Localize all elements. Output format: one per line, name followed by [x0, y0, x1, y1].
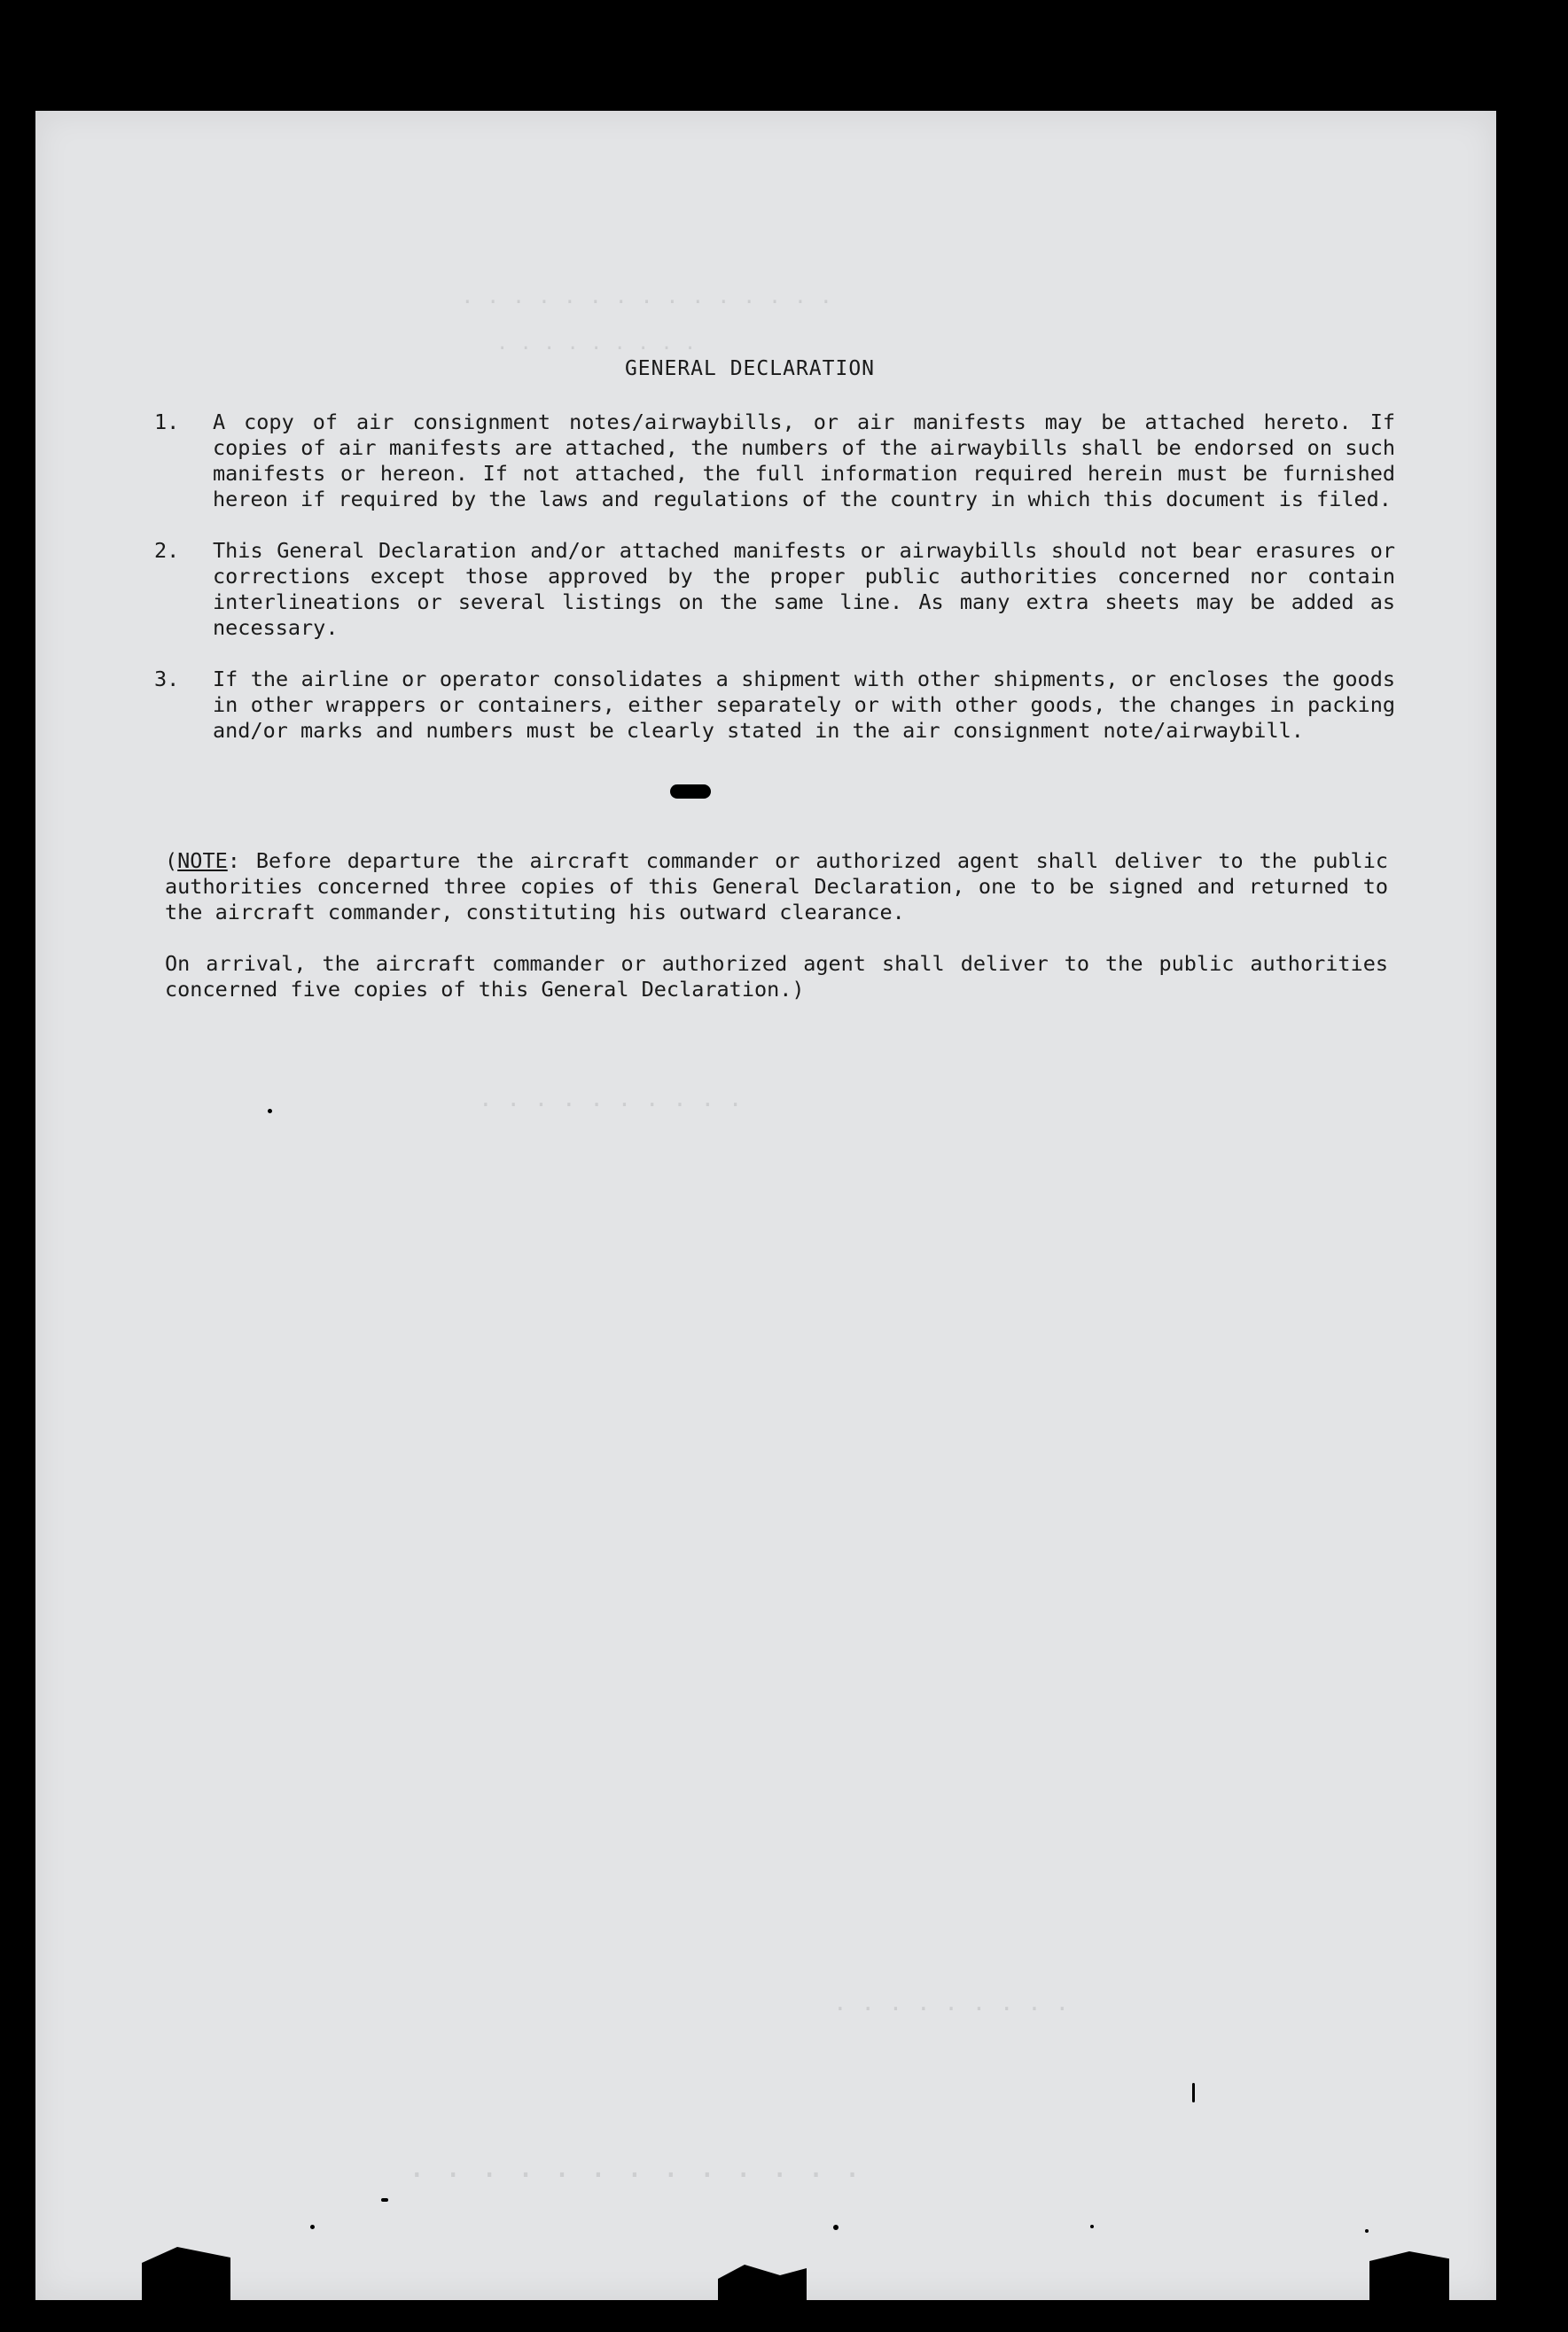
note-label: NOTE — [177, 848, 228, 873]
note-block — [165, 848, 1388, 1028]
note-paragraph — [165, 848, 1388, 925]
ink-speck — [833, 2225, 839, 2230]
note-text: : Before departure the aircraft commander or authorized agent shall deliver to the public authorities concerned three copies of this General Declaration, one to be signed and returned to the aircraft commander, constituting his outward clearance. — [165, 848, 1388, 924]
bleed-through-text: . . . . . . . . . — [496, 332, 697, 355]
item-text: If the airline or operator consolidates a shipment with other shipments, or encloses the goods in other wrappers or containers, either separately or with other goods, the changes in packing and/or marks and numbers must be clearly stated in the air consignment note/airwaybill. — [213, 667, 1395, 743]
list-item — [154, 538, 1395, 641]
ink-speck — [1192, 2083, 1195, 2102]
list-item — [154, 667, 1395, 744]
bleed-through-text: . . . . . . . . . — [833, 1990, 1070, 2016]
bleed-through-text: . . . . . . . . . . . . . . . — [461, 284, 833, 308]
item-number: 3. — [154, 667, 180, 691]
note-paragraph: On arrival, the aircraft commander or authorized agent shall deliver to the public authorities concerned five copies of this General Declaration.) — [165, 951, 1388, 1002]
bleed-through-text: . . . . . . . . . . . . . — [408, 2149, 862, 2185]
ink-speck — [310, 2225, 315, 2229]
declaration-content — [35, 111, 1496, 2300]
item-number: 1. — [154, 409, 180, 434]
item-text: A copy of air consignment notes/airwaybills, or air manifests may be attached hereto. If copies of air manifests are attached, the numbers of the airwaybills shall be endorsed on such manifests or hereon. If not attached, the full information required herein must be furnished hereon if required by the laws and regulations of the country in which this document is filed. — [213, 409, 1395, 511]
item-number: 2. — [154, 538, 180, 563]
ink-speck — [268, 1109, 272, 1113]
ink-speck — [381, 2198, 388, 2202]
document-page — [35, 111, 1496, 2300]
item-text: This General Declaration and/or attached manifests or airwaybills should not bear erasures or corrections except those approved by the proper public authorities concerned nor contain interlineations or several listings on the same line. As many extra sheets may be added as necessary. — [213, 538, 1395, 640]
ink-smudge — [670, 784, 711, 799]
page-title: GENERAL DECLARATION — [624, 357, 876, 380]
list-item — [154, 409, 1395, 512]
note-open-paren: ( — [165, 848, 178, 873]
ink-speck — [1090, 2225, 1094, 2228]
bleed-through-text: . . . . . . . . . . — [479, 1086, 743, 1112]
ink-speck — [1365, 2229, 1369, 2233]
declaration-items — [154, 409, 1395, 769]
scan-clip-right — [1369, 2251, 1449, 2300]
